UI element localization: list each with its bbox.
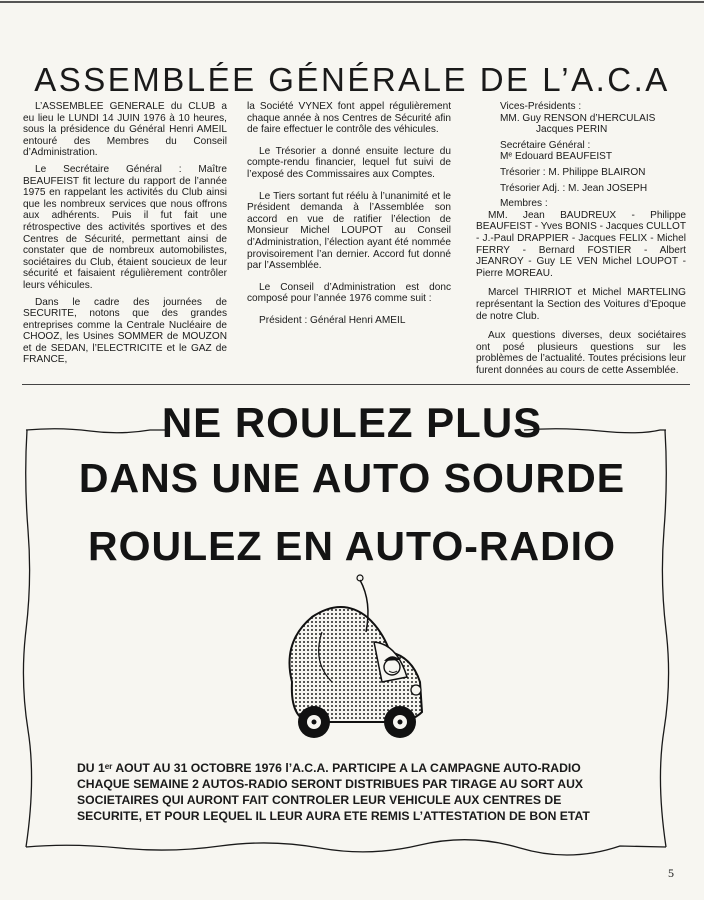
secretary-name: Mᵉ Edouard BEAUFEIST xyxy=(500,151,613,163)
cartoon-car-illustration xyxy=(262,572,452,754)
vice-presidents-line: Jacques PERIN xyxy=(536,124,608,136)
article-paragraph: Le Trésorier a donné ensuite lecture du compte-rendu financier, lequel fut suivi de l’exposé des Commissaires aux Comptes. xyxy=(247,145,451,180)
article-column-1 xyxy=(23,101,227,371)
article-paragraph: la Société VYNEX font appel régulièrement chaque année à nos Centres de Sécurité afin de faire effectuer le contrôle des véhicules. xyxy=(247,101,451,136)
ad-body-line: SOCIETAIRES QUI AURONT FAIT CONTROLER LEUR VEHICULE AUX CENTRES DE xyxy=(77,793,562,807)
article-paragraph: Dans le cadre des journées de SECURITE, notons que des grandes entreprises comme la Centrale Nucléaire de CHOOZ, les Usines SOMMER de MOUZON et de SEDAN, l’ELECTRICITE et le GAZ de FRANCE, xyxy=(23,296,227,366)
ad-body-line: CHAQUE SEMAINE 2 AUTOS-RADIO SERONT DISTRIBUES PAR TIRAGE AU SORT AUX xyxy=(77,777,584,791)
ad-headline-2: DANS UNE AUTO SOURDE xyxy=(78,455,626,501)
article-paragraph: L’ASSEMBLEE GENERALE du CLUB a eu lieu le LUNDI 14 JUIN 1976 à 10 heures, sous la présidence du Général Henri AMEIL entouré des Membres du Conseil d’Administration. xyxy=(23,101,227,159)
vice-presidents-label: Vices-Présidents : xyxy=(500,101,582,112)
ad-headline-1: NE ROULEZ PLUS xyxy=(161,399,543,446)
article-paragraph: Le Conseil d’Administration est donc composé pour l’année 1976 comme suit : xyxy=(247,281,451,305)
members-label: Membres : xyxy=(500,198,548,210)
article-paragraph: Le Secrétaire Général : Maître BEAUFEIST fit lecture du rapport de l’année 1975 en rappelant les activités du Club ainsi que les nombreux services que nous offrons aux adhérents. Puis il fut fait une rétrospective des activités sportives et des Centres de Sécurité, permettant ainsi de constater que de nombreux automobilistes, sociétaires du Club, étaient soucieux de leur sécurité et faisaient régulièrement contrôler leurs véhicules. xyxy=(23,163,227,291)
page-title: ASSEMBLÉE GÉNÉRALE DE L’A.C.A xyxy=(34,61,670,98)
article-column-2 xyxy=(247,101,451,332)
article-column-3 xyxy=(476,101,686,376)
article-paragraph: Aux questions diverses, deux sociétaires ont posé plusieurs questions sur les problèmes de l’actualité. Toutes précisions leur furent données au cours de cette Assemblée. xyxy=(476,330,686,376)
article-paragraph: Le Tiers sortant fut réélu à l’unanimité et le Président demanda à l’Assemblée son accord en vue de ratifier l’élection de Monsieur Michel LOUPOT au Conseil d’Administration, l’élection ayant été nommée provisoirement l’an dernier. Accord fut donné par l’Assemblée. xyxy=(247,190,451,272)
top-rule xyxy=(0,1,704,3)
treasurer-line: Trésorier : M. Philippe BLAIRON xyxy=(500,166,646,178)
secretary-label: Secrétaire Général : xyxy=(500,139,591,151)
ad-body-line: SECURITE, ET POUR LEQUEL IL LEUR AURA ETE REMIS L’ATTESTATION DE BON ETAT xyxy=(77,809,590,823)
page-number: 5 xyxy=(668,866,674,880)
section-divider xyxy=(22,384,690,385)
ad-body-line: DU 1ᵉʳ AOUT AU 31 OCTOBRE 1976 l’A.C.A. PARTICIPE A LA CAMPAGNE AUTO-RADIO xyxy=(77,761,581,775)
treasurer-adj-line: Trésorier Adj. : M. Jean JOSEPH xyxy=(500,182,648,194)
ad-headline-3: ROULEZ EN AUTO-RADIO xyxy=(88,523,616,569)
members-list: MM. Jean BAUDREUX - Philippe BEAUFEIST - Yves BONIS - Jacques CULLOT - J.-Paul DRAPPIER - Jacques FELIX - Michel FERRY - Bernard FOSTIER - Albert JEANROY - Guy LE VEN Michel LOUPOT - Pierre MOREAU. xyxy=(476,209,686,279)
ad-body-text xyxy=(77,760,627,824)
article-paragraph: Marcel THIRRIOT et Michel MARTELING représentant la Section des Voitures d’Epoque de notre Club. xyxy=(476,287,686,322)
president-line: Président : Général Henri AMEIL xyxy=(259,314,406,326)
vice-presidents-line: MM. Guy RENSON d’HERCULAIS xyxy=(500,112,656,124)
